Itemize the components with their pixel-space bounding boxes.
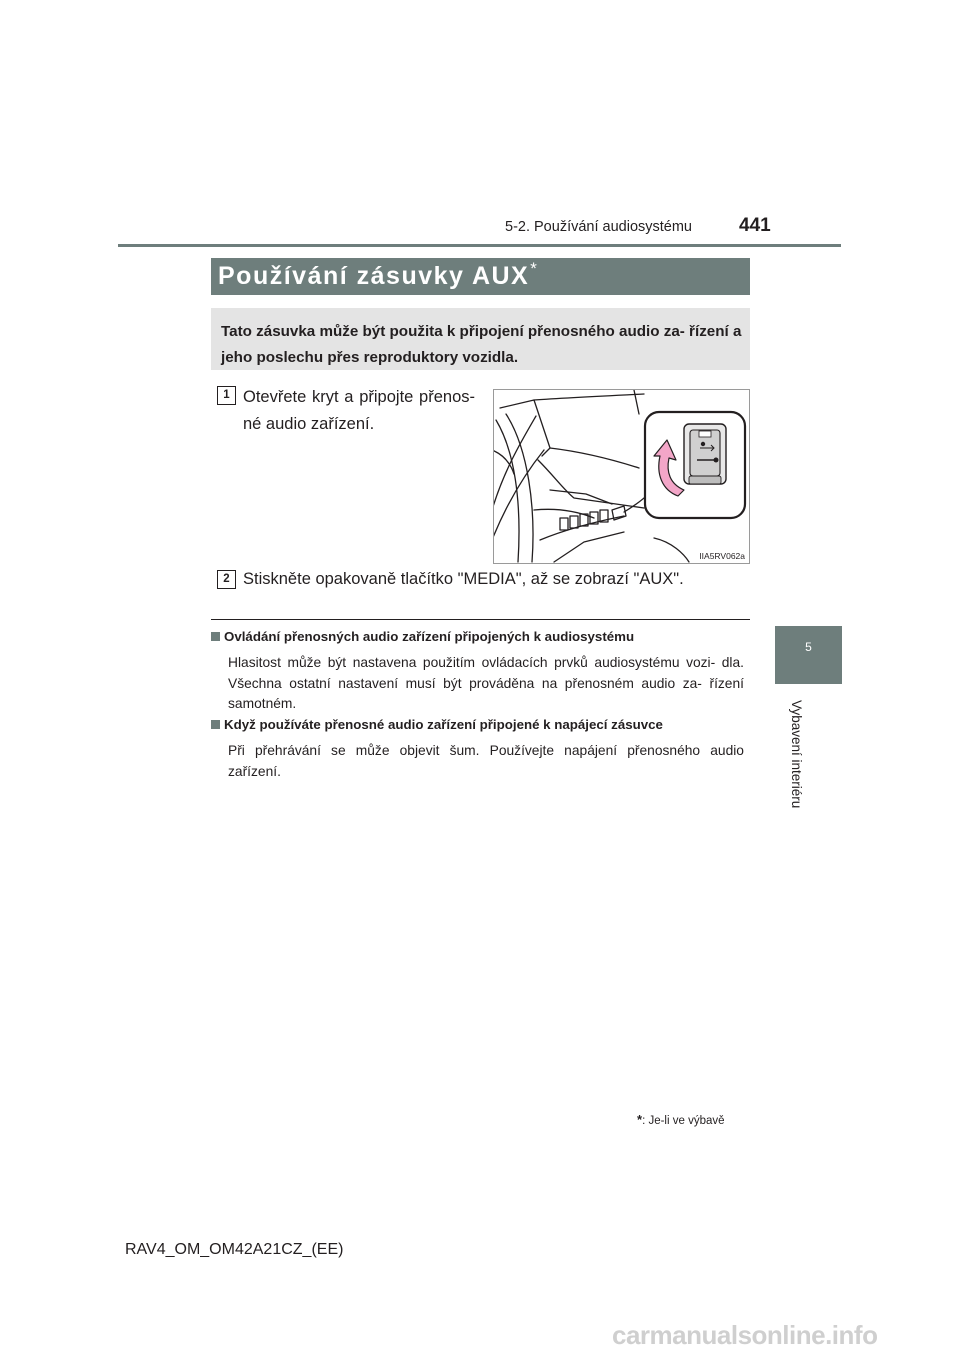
header-rule [118,244,841,247]
step-text-2: Stiskněte opakovaně tlačítko "MEDIA", až se zobrazí "AUX". [243,570,684,588]
bullet-square-icon [211,720,220,729]
availability-mark: * [530,259,537,278]
page-number: 441 [739,215,771,236]
document-code: RAV4_OM_OM42A21CZ_(EE) [125,1241,344,1258]
section-title-text: Používání zásuvky AUX [218,262,530,290]
dashboard-drawing [494,390,749,563]
step-text-1: Otevřete kryt a připojte přenos- né audio zařízení. [243,388,475,433]
footnote-asterisk-icon: * [637,1112,643,1127]
bullet-square-icon [211,632,220,641]
footnote [637,1112,725,1127]
section-title [218,259,537,291]
note-heading-1 [211,629,634,644]
intro-text: Tato zásuvka může být použita k připojení přenosného audio za- řízení a jeho poslechu přes reproduktory vozidla. [221,323,742,366]
section-separator [211,619,750,620]
chapter-label-wrap [780,700,810,880]
footnote-text: : Je-li ve výbavě [642,1115,725,1127]
aux-cover [684,424,726,484]
figure-code: IIA5RV062a [699,551,745,561]
note-heading-2-text: Když používáte přenosné audio zařízení připojené k napájecí zásuvce [224,717,663,732]
step-badge-2: 2 [217,570,236,589]
note-body-2: Při přehrávání se může objevit šum. Používejte napájení přenosného audio zařízení. [228,743,744,779]
chapter-label: Vybavení interiéru [789,700,804,809]
chapter-number: 5 [805,640,812,654]
aux-socket-illustration [493,389,750,564]
note-body-1: Hlasitost může být nastavena použitím ovládacích prvků audiosystému vozi- dla. Všechna ostatní nastavení musí být prováděna na přenosném audio za- řízení samotném. [228,655,744,711]
note-heading-2 [211,717,663,732]
watermark: carmanualsonline.info [612,1320,878,1350]
step-badge-1: 1 [217,386,236,405]
running-header-section: 5-2. Používání audiosystému [505,219,692,235]
chapter-tab [775,626,842,684]
note-heading-1-text: Ovládání přenosných audio zařízení připojených k audiosystému [224,629,635,644]
